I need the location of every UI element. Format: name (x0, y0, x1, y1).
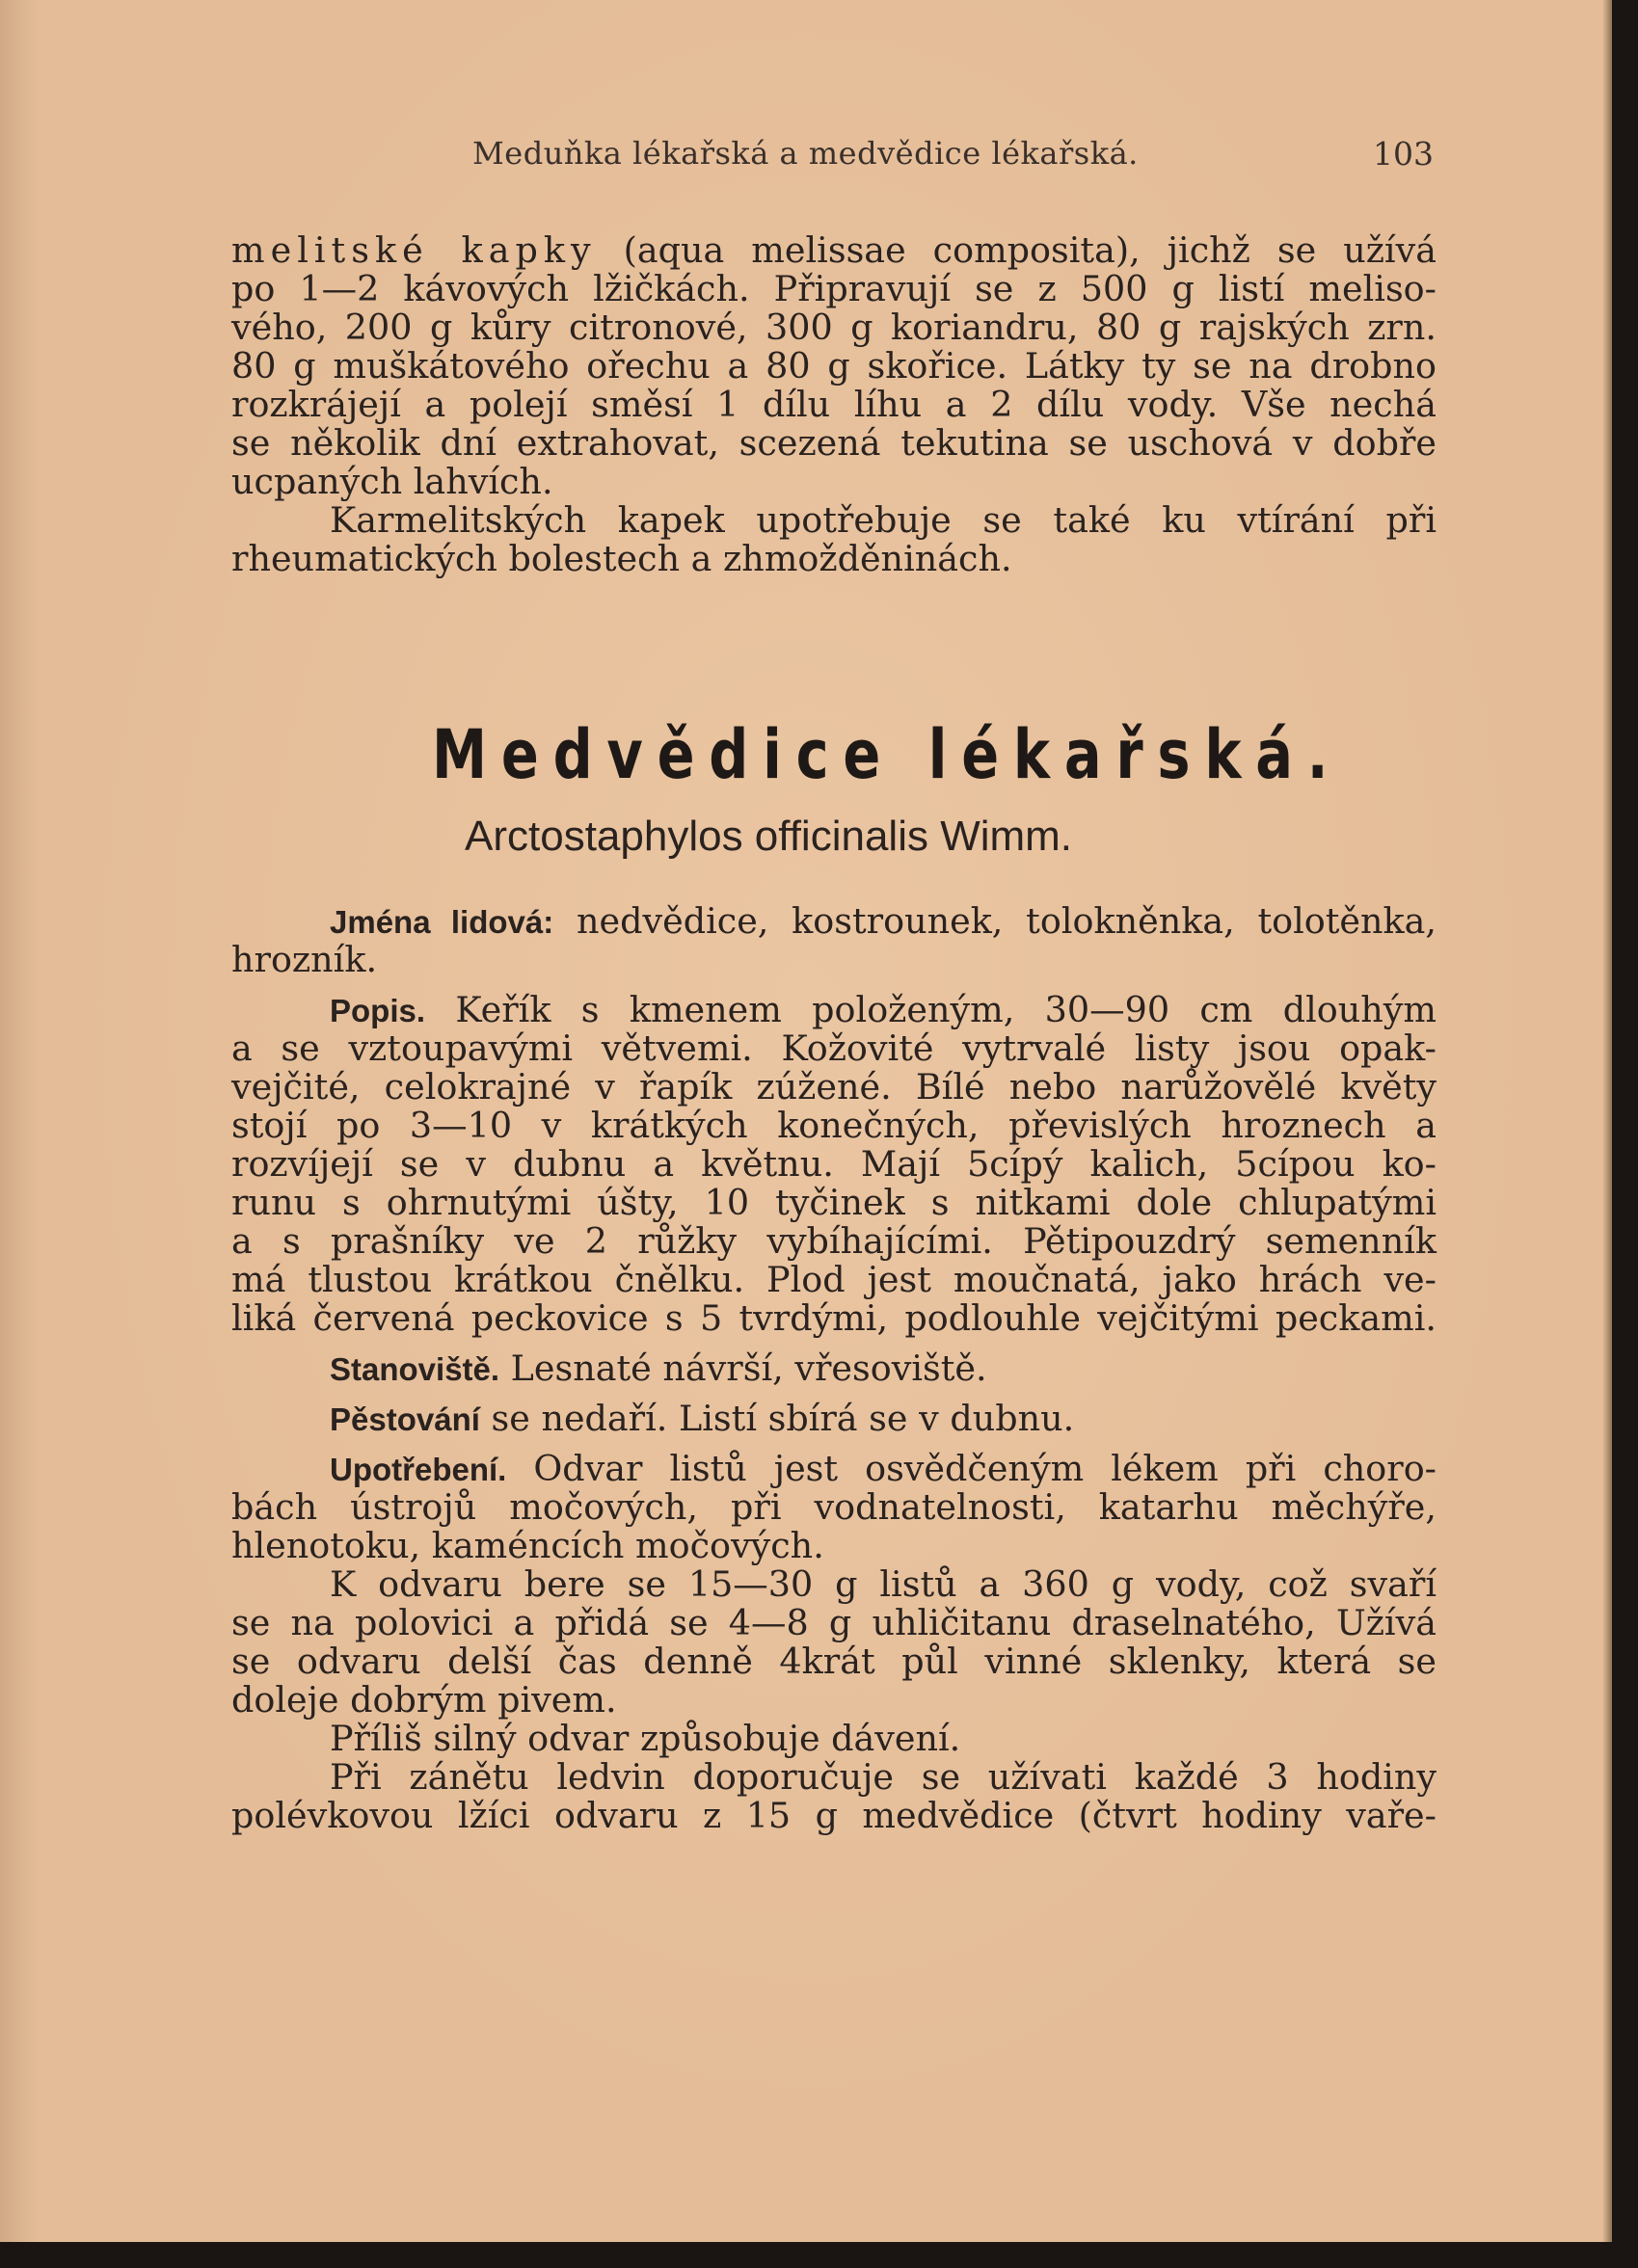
text-line: se několik dní extrahovat, scezená tekutina se uschová v dobře (231, 422, 1437, 464)
usage-line: K odvaru bere se 15—30 g listů a 360 g vody, což svaří (330, 1563, 1437, 1605)
description-line: vejčité, celokrajné v řapík zúžené. Bílé nebo narůžovělé květy (231, 1066, 1437, 1107)
text-line: melitské kapky (aqua melissae composita), jichž se užívá (231, 229, 1437, 271)
section-body (231, 902, 1437, 1835)
spaced-term: melitské kapky (231, 229, 597, 271)
usage-line: bách ústrojů močových, při vodnatelnosti, katarhu měchýře, (231, 1486, 1437, 1528)
usage-line: hlenotoku, kaméncích močových. (231, 1525, 824, 1566)
habitat-line: Stanoviště. Lesnaté návrší, vřesoviště. (330, 1347, 987, 1389)
latin-name: Arctostaphylos officinalis Wimm. (465, 813, 1073, 860)
description-line: rozvíjejí se v dubnu a květnu. Mají 5cípý kalich, 5cípou ko- (231, 1143, 1437, 1185)
description-label: Popis. (330, 993, 426, 1028)
running-head: Meduňka lékařská a medvědice lékařská. (472, 135, 1139, 172)
usage-line: se odvaru delší čas denně 4krát půl vinné sklenky, která se (231, 1641, 1437, 1682)
text-line: rheumatických bolestech a zhmožděninách. (231, 538, 1012, 579)
cultivation-label: Pěstování (330, 1401, 480, 1437)
text-line: rozkrájejí a polejí směsí 1 dílu líhu a 2 dílu vody. Vše nechá (231, 384, 1437, 425)
usage-line: Příliš silný odvar způsobuje dávení. (330, 1718, 961, 1759)
usage-line: polévkovou lžíci odvaru z 15 g medvědice (čtvrt hodiny vaře- (231, 1795, 1437, 1836)
description-line: stojí po 3—10 v krátkých konečných, převislých hroznech a (231, 1105, 1437, 1146)
description-line: liká červená peckovice s 5 tvrdými, podlouhle vejčitými peckami. (231, 1297, 1437, 1339)
description-line: runu s ohrnutými úšty, 10 tyčinek s nitkami dole chlupatými (231, 1182, 1437, 1223)
names-label: Jména lidová: (330, 904, 554, 940)
description-line: a se vztoupavými větvemi. Kožovité vytrvalé listy jsou opak- (231, 1027, 1437, 1069)
text-line: vého, 200 g kůry citronové, 300 g koriandru, 80 g rajských zrn. (231, 307, 1437, 348)
previous-section-text (231, 231, 1437, 578)
text-line: 80 g muškátového ořechu a 80 g skořice. Látky ty se na drobno (231, 345, 1437, 387)
habitat-label: Stanoviště. (330, 1351, 500, 1387)
names-line-2: hrozník. (231, 939, 378, 980)
text-line: po 1—2 kávových lžičkách. Připravují se z 500 g listí meliso- (231, 268, 1437, 309)
description-line: Popis. Keřík s kmenem položeným, 30—90 cm dlouhým (330, 989, 1437, 1030)
usage-line: se na polovici a přidá se 4—8 g uhličitanu draselnatého, Užívá (231, 1602, 1437, 1643)
usage-line: Při zánětu ledvin doporučuje se užívati každé 3 hodiny (330, 1756, 1437, 1798)
text-line: Karmelitských kapek upotřebuje se také ku vtírání při (330, 499, 1437, 541)
page-number: 103 (1373, 135, 1434, 173)
names-line: Jména lidová: nedvědice, kostrounek, tolokněnka, tolotěnka, (330, 900, 1437, 942)
description-line: má tlustou krátkou čnělku. Plod jest moučnatá, jako hrách ve- (231, 1259, 1437, 1300)
usage-line: doleje dobrým pivem. (231, 1679, 617, 1721)
page-edge-shadow (1602, 0, 1612, 2242)
section-title: Medvědice lékařská. (432, 715, 1343, 794)
usage-label: Upotřebení. (330, 1452, 507, 1487)
usage-line: Upotřebení. Odvar listů jest osvědčeným lékem při choro- (330, 1448, 1437, 1489)
description-line: a s prašníky ve 2 růžky vybíhajícími. Pětipouzdrý semenník (231, 1220, 1437, 1262)
text-line: ucpaných lahvích. (231, 461, 553, 502)
cultivation-line: Pěstování se nedaří. Listí sbírá se v dubnu. (330, 1398, 1075, 1439)
